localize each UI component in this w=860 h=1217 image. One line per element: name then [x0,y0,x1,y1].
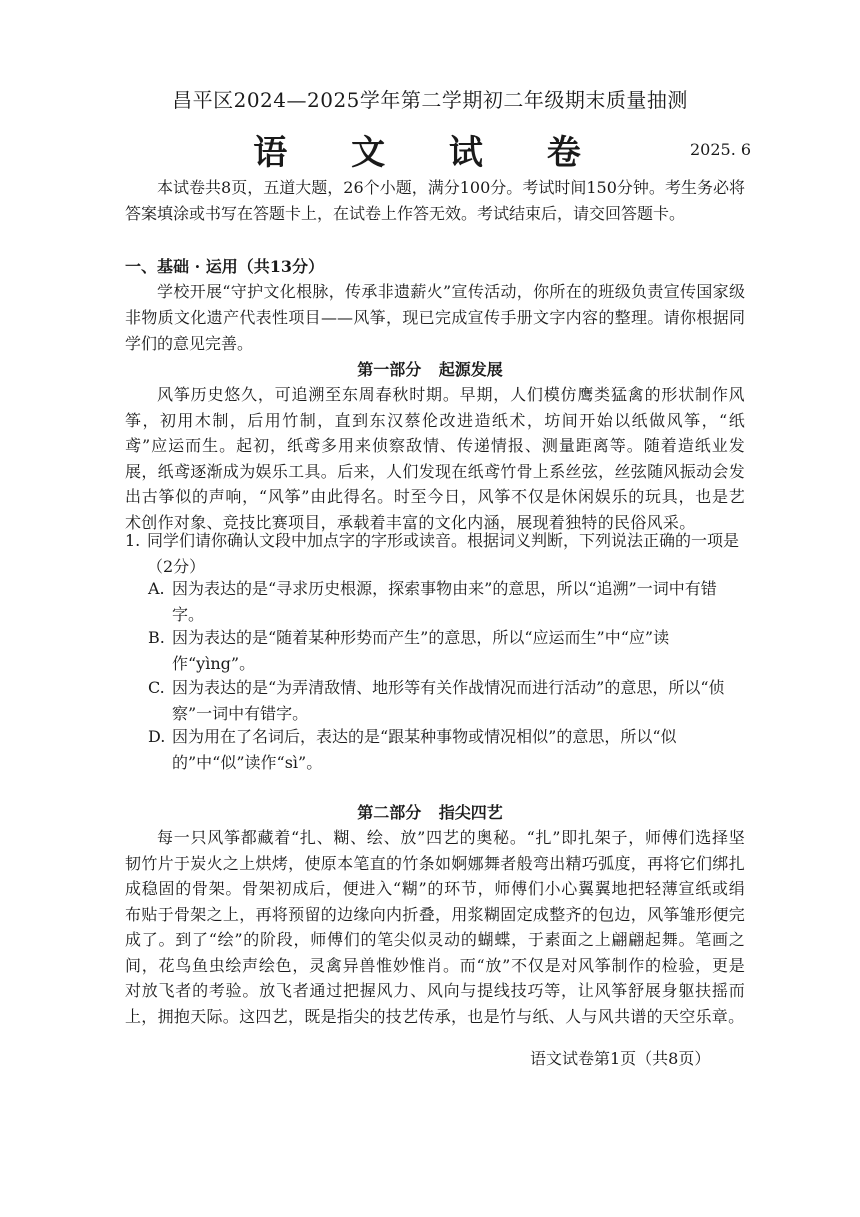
option-letter: B. [148,628,165,647]
paper-title: 语 文 试 卷 [253,133,607,173]
option-text: 因为用在了名词后，表达的是“跟某种事物或情况相似”的意思，所以“似的”中“似”读作“sì”。 [172,727,677,772]
part-two-passage: 每一只风筝都藏着“扎、糊、绘、放”四艺的奥秘。“扎”即扎架子，师傅们选择坚韧竹片于炭火之上烘烤，使原本笔直的竹条如婀娜舞者般弯出精巧弧度，再将它们绑扎成稳固的骨架。骨架初成后，便进入“糊”的环节，师傅们小心翼翼地把轻薄宣纸或绢布贴于骨架之上，再将预留的边缘向内折叠，用浆糊固定成整齐的包边，风筝雏形便完成了。到了“绘”的阶段，师傅们的笔尖似灵动的蝴蝶，于素面之上翩翩起舞。笔画之间，花鸟鱼虫绘声绘色，灵禽异兽惟妙惟肖。而“放”不仅是对风筝制作的检验，更是对放飞者的考验。放飞者通过把握风力、风向与提线技巧等，让风筝舒展身躯扶摇而上，拥抱天际。这四艺，既是指尖的技艺传承，也是竹与纸、人与风共谱的天空乐章。 [125,828,745,1026]
question-stem: 同学们请你确认文段中加点字的字形或读音。根据词义判断，下列说法正确的一项是（2分） [147,531,740,576]
option-letter: A. [148,579,165,598]
section-title: 一、基础 · 运用（共13分） [125,257,324,276]
option-c[interactable] [148,675,745,727]
option-letter: C. [148,678,165,697]
option-a[interactable] [148,576,745,628]
exam-date: 2025. 6 [690,140,752,159]
option-text: 因为表达的是“为弄清敌情、地形等有关作战情况而进行活动”的意思，所以“侦察”一词中有错字。 [172,678,725,723]
option-text: 因为表达的是“寻求历史根源，探索事物由来”的意思，所以“追溯”一词中有错字。 [172,579,717,624]
exam-instructions: 本试卷共8页，五道大题，26个小题，满分100分。考试时间150分钟。考生务必将答案填涂或书写在答题卡上，在试卷上作答无效。考试结束后，请交回答题卡。 [125,178,745,223]
option-letter: D. [148,727,166,746]
part-two-title: 第二部分 指尖四艺 [357,803,503,822]
page-footer: 语文试卷第1页（共8页） [530,1049,711,1068]
part-one-passage: 风筝历史悠久，可追溯至东周春秋时期。早期，人们模仿鹰类猛禽的形状制作风筝，初用木制，后用竹制，直到东汉蔡伦改进造纸术，坊间开始以纸做风筝，“纸鸢”应运而生。起初，纸鸢多用来侦察敌情、传递情报、测量距离等。随着造纸业发展，纸鸢逐渐成为娱乐工具。后来，人们发现在纸鸢竹骨上系丝弦，丝弦随风振动会发出古筝似的声响，“风筝”由此得名。时至今日，风筝不仅是休闲娱乐的玩具，也是艺术创作对象、竞技比赛项目，承载着丰富的文化内涵，展现着独特的民俗风采。 [125,385,745,532]
part-one-title: 第一部分 起源发展 [357,360,503,379]
section-intro: 学校开展“守护文化根脉，传承非遗薪火”宣传活动，你所在的班级负责宣传国家级非物质文化遗产代表性项目——风筝，现已完成宣传手册文字内容的整理。请你根据同学们的意见完善。 [125,282,745,353]
question-number: 1. [125,531,141,550]
exam-header: 昌平区2024—2025学年第二学期初二年级期末质量抽测 [172,88,688,112]
question-1 [125,528,745,580]
option-b[interactable] [148,625,745,677]
option-text: 因为表达的是“随着某种形势而产生”的意思，所以“应运而生”中“应”读作“yìng”。 [172,628,670,673]
option-d[interactable] [148,724,745,776]
